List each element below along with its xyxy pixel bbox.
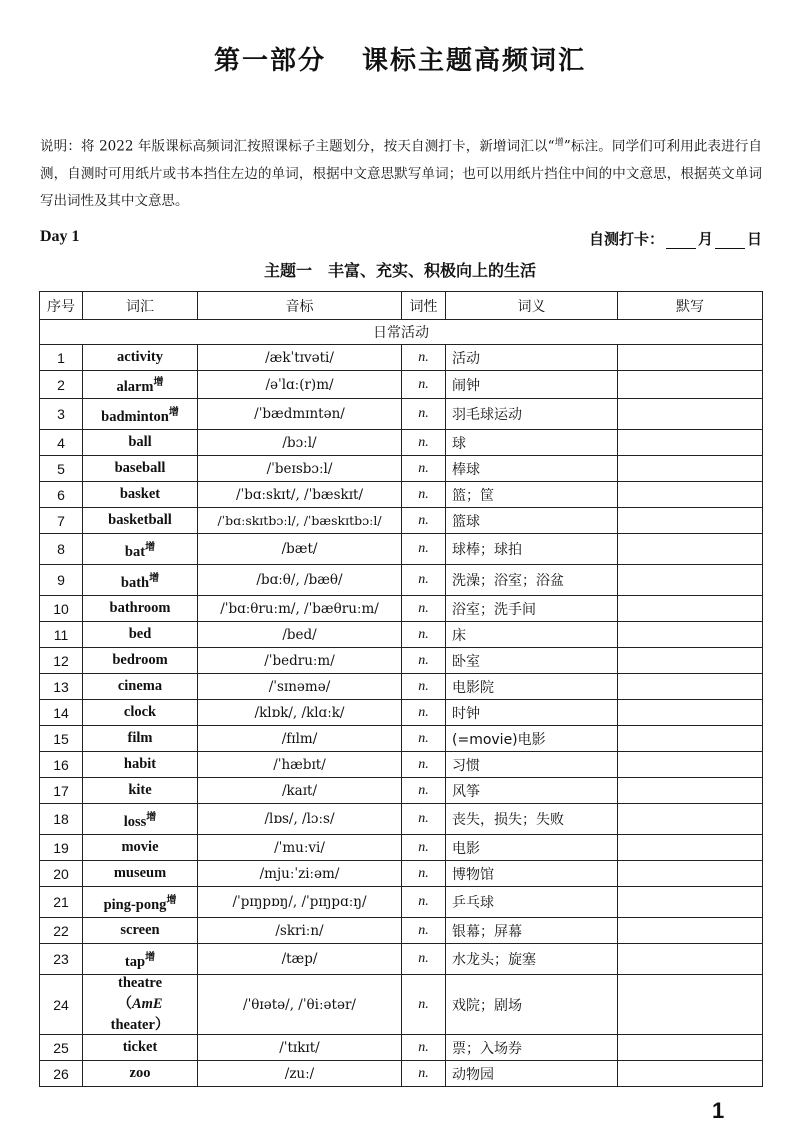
variant-note	[111, 996, 170, 1033]
row-number: 6	[40, 482, 83, 508]
meaning: 博物馆	[446, 861, 618, 887]
table-row	[40, 887, 763, 918]
theme-heading: 主题一 丰富、充实、积极向上的生活	[263, 261, 536, 280]
table-row	[40, 700, 763, 726]
table-row	[40, 726, 763, 752]
row-number: 25	[40, 1035, 83, 1061]
phonetic: /mjuːˈziːəm/	[198, 861, 402, 887]
dictation-cell[interactable]	[618, 345, 763, 371]
page-title	[0, 40, 800, 77]
word-text: museum	[113, 865, 167, 881]
part-of-speech: n.	[402, 944, 446, 975]
part-of-speech: n.	[402, 918, 446, 944]
row-number: 13	[40, 674, 83, 700]
day-header	[40, 228, 762, 252]
meaning: 水龙头；旋塞	[446, 944, 618, 975]
row-number: 22	[40, 918, 83, 944]
header-dictation: 默写	[618, 292, 763, 320]
vocab-word	[83, 804, 198, 835]
part-of-speech: n.	[402, 887, 446, 918]
month-label: 月	[697, 230, 713, 248]
phonetic: /ˈbedruːm/	[198, 648, 402, 674]
table-row	[40, 508, 763, 534]
meaning: 电影	[446, 835, 618, 861]
word-text: cinema	[117, 678, 163, 694]
meaning: 球棒；球拍	[446, 534, 618, 565]
vocab-word	[83, 565, 198, 596]
table-row	[40, 622, 763, 648]
meaning: 球	[446, 430, 618, 456]
part-of-speech: n.	[402, 345, 446, 371]
meaning: 银幕；屏幕	[446, 918, 618, 944]
part-of-speech: n.	[402, 565, 446, 596]
page-number: 1	[712, 1098, 725, 1123]
meaning: 床	[446, 622, 618, 648]
dictation-cell[interactable]	[618, 975, 763, 1035]
word-text: basket	[119, 486, 161, 502]
phonetic: /bɑːθ/, /bæθ/	[198, 565, 402, 596]
dictation-cell[interactable]	[618, 887, 763, 918]
phonetic: /ˈsɪnəmə/	[198, 674, 402, 700]
vocab-word	[83, 508, 198, 534]
meaning: 活动	[446, 345, 618, 371]
phonetic: /bed/	[198, 622, 402, 648]
meaning: 票；入场券	[446, 1035, 618, 1061]
table-row	[40, 861, 763, 887]
dictation-cell[interactable]	[618, 804, 763, 835]
phonetic: /klɒk/, /klɑːk/	[198, 700, 402, 726]
word-text: baseball	[114, 460, 166, 476]
word-text: movie	[121, 839, 159, 855]
meaning: 时钟	[446, 700, 618, 726]
word-text: bedroom	[112, 652, 168, 668]
new-word-mark: 增	[554, 138, 564, 148]
date-label: 日	[746, 230, 762, 248]
vocab-word	[83, 622, 198, 648]
part-of-speech: n.	[402, 674, 446, 700]
table-row	[40, 674, 763, 700]
row-number: 19	[40, 835, 83, 861]
part-of-speech: n.	[402, 508, 446, 534]
part-of-speech: n.	[402, 861, 446, 887]
table-row	[40, 345, 763, 371]
word-text: theatre	[117, 975, 163, 991]
vocab-word	[83, 371, 198, 399]
dictation-cell[interactable]	[618, 596, 763, 622]
phonetic: /ˈbeɪsbɔːl/	[198, 456, 402, 482]
meaning: 习惯	[446, 752, 618, 778]
phonetic: /lɒs/, /lɔːs/	[198, 804, 402, 835]
variant-word: theater）	[110, 1017, 170, 1033]
word-text: kite	[128, 782, 152, 798]
part-of-speech: n.	[402, 482, 446, 508]
dictation-cell[interactable]	[618, 456, 763, 482]
phonetic: /ˈθɪətə/, /ˈθiːətər/	[198, 975, 402, 1035]
table-row	[40, 835, 763, 861]
dictation-cell[interactable]	[618, 648, 763, 674]
new-word-mark: 增	[146, 811, 157, 823]
table-row	[40, 565, 763, 596]
self-test-checkin	[589, 228, 762, 249]
meaning: 篮；筐	[446, 482, 618, 508]
vocab-word	[83, 482, 198, 508]
dictation-cell[interactable]	[618, 1035, 763, 1061]
meaning: 羽毛球运动	[446, 399, 618, 430]
header-phonetic: 音标	[198, 292, 402, 320]
row-number: 3	[40, 399, 83, 430]
phonetic: /ˈhæbɪt/	[198, 752, 402, 778]
header-pos: 词性	[402, 292, 446, 320]
meaning: 浴室；洗手间	[446, 596, 618, 622]
row-number: 4	[40, 430, 83, 456]
vocab-word	[83, 861, 198, 887]
word-text: basketball	[108, 512, 172, 528]
part-of-speech: n.	[402, 596, 446, 622]
new-word-mark: 增	[166, 894, 177, 906]
row-number: 2	[40, 371, 83, 399]
vocab-word	[83, 345, 198, 371]
word-text: zoo	[129, 1065, 151, 1081]
table-row	[40, 456, 763, 482]
table-row	[40, 975, 763, 1035]
part-of-speech: n.	[402, 399, 446, 430]
table-row	[40, 778, 763, 804]
part-of-speech: n.	[402, 648, 446, 674]
part-of-speech: n.	[402, 430, 446, 456]
row-number: 24	[40, 975, 83, 1035]
variant-ame: AmE	[131, 996, 163, 1012]
vocab-word	[83, 1061, 198, 1087]
day-label: Day 1	[40, 228, 80, 245]
word-text: clock	[123, 704, 157, 720]
vocab-word	[83, 430, 198, 456]
phonetic: /zuː/	[198, 1061, 402, 1087]
word-text: alarm	[116, 378, 154, 395]
vocab-word	[83, 674, 198, 700]
phonetic: /ˈbɑːskɪtbɔːl/, /ˈbæskɪtbɔːl/	[198, 508, 402, 534]
vocab-word	[83, 596, 198, 622]
row-number: 14	[40, 700, 83, 726]
vocab-word	[83, 726, 198, 752]
dictation-cell[interactable]	[618, 430, 763, 456]
phonetic: /ˈbɑːθruːm/, /ˈbæθruːm/	[198, 596, 402, 622]
part-of-speech: n.	[402, 804, 446, 835]
row-number: 15	[40, 726, 83, 752]
word-text: loss	[123, 813, 147, 830]
dictation-cell[interactable]	[618, 726, 763, 752]
row-number: 20	[40, 861, 83, 887]
dictation-cell[interactable]	[618, 622, 763, 648]
word-text: bath	[120, 574, 150, 591]
dictation-cell[interactable]	[618, 918, 763, 944]
row-number: 16	[40, 752, 83, 778]
vocab-word	[83, 534, 198, 565]
part-of-speech: n.	[402, 456, 446, 482]
part-of-speech: n.	[402, 1061, 446, 1087]
table-row	[40, 371, 763, 399]
meaning: 卧室	[446, 648, 618, 674]
dictation-cell[interactable]	[618, 534, 763, 565]
vocab-word	[83, 648, 198, 674]
word-text: badminton	[101, 408, 169, 425]
row-number: 23	[40, 944, 83, 975]
title-name: 课标主题高频词汇	[362, 46, 587, 76]
phonetic: /ˈtɪkɪt/	[198, 1035, 402, 1061]
word-text: bat	[124, 543, 146, 560]
word-text: ticket	[122, 1039, 158, 1055]
vocab-word	[83, 778, 198, 804]
word-text: ball	[128, 434, 152, 450]
dictation-cell[interactable]	[618, 1061, 763, 1087]
dictation-cell[interactable]	[618, 861, 763, 887]
meaning: (=movie)电影	[446, 726, 618, 752]
meaning: 乒乓球	[446, 887, 618, 918]
dictation-cell[interactable]	[618, 371, 763, 399]
part-of-speech: n.	[402, 752, 446, 778]
part-of-speech: n.	[402, 534, 446, 565]
word-text: ping-pong	[103, 896, 167, 913]
category-row	[40, 320, 763, 345]
part-of-speech: n.	[402, 700, 446, 726]
part-of-speech: n.	[402, 726, 446, 752]
table-row	[40, 596, 763, 622]
row-number: 8	[40, 534, 83, 565]
table-row	[40, 430, 763, 456]
word-text: bathroom	[109, 600, 171, 616]
word-text: habit	[123, 756, 157, 772]
day-blank[interactable]	[715, 234, 745, 249]
meaning: 洗澡；浴室；浴盆	[446, 565, 618, 596]
phonetic: /fɪlm/	[198, 726, 402, 752]
phonetic: /ˈpɪŋpɒŋ/, /ˈpɪŋpɑːŋ/	[198, 887, 402, 918]
row-number: 9	[40, 565, 83, 596]
table-row	[40, 944, 763, 975]
vocab-word	[83, 887, 198, 918]
phonetic: /bɔːl/	[198, 430, 402, 456]
description	[40, 130, 762, 215]
meaning: 戏院；剧场	[446, 975, 618, 1035]
row-number: 7	[40, 508, 83, 534]
part-of-speech: n.	[402, 835, 446, 861]
word-text: activity	[117, 349, 163, 365]
vocab-word	[83, 456, 198, 482]
meaning: 闹钟	[446, 371, 618, 399]
row-number: 11	[40, 622, 83, 648]
phonetic: /kaɪt/	[198, 778, 402, 804]
vocab-word	[83, 399, 198, 430]
header-word: 词汇	[83, 292, 198, 320]
table-row	[40, 804, 763, 835]
meaning: 电影院	[446, 674, 618, 700]
row-number: 21	[40, 887, 83, 918]
table-row	[40, 482, 763, 508]
dictation-cell[interactable]	[618, 835, 763, 861]
phonetic: /ˈbædmɪntən/	[198, 399, 402, 430]
phonetic: /əˈlɑː(r)m/	[198, 371, 402, 399]
row-number: 10	[40, 596, 83, 622]
vocab-word	[83, 944, 198, 975]
row-number: 5	[40, 456, 83, 482]
title-part: 第一部分	[213, 46, 326, 76]
dictation-cell[interactable]	[618, 399, 763, 430]
category-label: 日常活动	[40, 320, 763, 345]
table-row	[40, 534, 763, 565]
row-number: 12	[40, 648, 83, 674]
vocab-word	[83, 918, 198, 944]
dictation-cell[interactable]	[618, 565, 763, 596]
dictation-cell[interactable]	[618, 944, 763, 975]
part-of-speech: n.	[402, 1035, 446, 1061]
part-of-speech: n.	[402, 622, 446, 648]
variant-open: （	[117, 996, 132, 1012]
vocab-word	[83, 835, 198, 861]
vocab-word	[83, 1035, 198, 1061]
phonetic: /tæp/	[198, 944, 402, 975]
new-word-mark: 增	[145, 541, 156, 553]
month-blank[interactable]	[666, 234, 696, 249]
description-after: ”标注。同学们可利用此表进行自测，自测时可用纸片或书本挡住左边的单词，根据中文意思默写单词；也可以用纸片挡住中间的中文意思，根据英文单词写出词性及其中文意思。	[40, 138, 762, 209]
vocab-word	[83, 752, 198, 778]
meaning: 篮球	[446, 508, 618, 534]
part-of-speech: n.	[402, 778, 446, 804]
check-label: 自测打卡：	[588, 230, 664, 248]
dictation-cell[interactable]	[618, 508, 763, 534]
row-number: 1	[40, 345, 83, 371]
phonetic: /ækˈtɪvəti/	[198, 345, 402, 371]
new-word-mark: 增	[149, 572, 160, 584]
table-row	[40, 648, 763, 674]
meaning: 风筝	[446, 778, 618, 804]
table-row	[40, 1035, 763, 1061]
table-header-row	[40, 292, 763, 320]
part-of-speech: n.	[402, 371, 446, 399]
table-row	[40, 1061, 763, 1087]
dictation-cell[interactable]	[618, 752, 763, 778]
row-number: 18	[40, 804, 83, 835]
word-text: tap	[124, 953, 146, 970]
new-word-mark: 增	[145, 951, 156, 963]
meaning: 棒球	[446, 456, 618, 482]
header-meaning: 词义	[446, 292, 618, 320]
part-of-speech: n.	[402, 975, 446, 1035]
dictation-cell[interactable]	[618, 778, 763, 804]
meaning: 丧失，损失；失败	[446, 804, 618, 835]
dictation-cell[interactable]	[618, 700, 763, 726]
phonetic: /ˈbɑːskɪt/, /ˈbæskɪt/	[198, 482, 402, 508]
vocab-word	[83, 975, 198, 1035]
dictation-cell[interactable]	[618, 674, 763, 700]
word-text: film	[127, 730, 153, 746]
dictation-cell[interactable]	[618, 482, 763, 508]
table-row	[40, 752, 763, 778]
phonetic: /bæt/	[198, 534, 402, 565]
word-text: screen	[120, 922, 160, 938]
header-no: 序号	[40, 292, 83, 320]
row-number: 26	[40, 1061, 83, 1087]
phonetic: /skriːn/	[198, 918, 402, 944]
phonetic: /ˈmuːvi/	[198, 835, 402, 861]
row-number: 17	[40, 778, 83, 804]
new-word-mark: 增	[153, 377, 164, 389]
word-text: bed	[128, 626, 152, 642]
new-word-mark: 增	[168, 406, 179, 418]
table-row	[40, 918, 763, 944]
vocab-word	[83, 700, 198, 726]
description-before: 说明：将 2022 年版课标高频词汇按照课标子主题划分，按天自测打卡，新增词汇以“	[40, 138, 555, 155]
vocab-table	[39, 291, 763, 1087]
meaning: 动物园	[446, 1061, 618, 1087]
table-row	[40, 399, 763, 430]
